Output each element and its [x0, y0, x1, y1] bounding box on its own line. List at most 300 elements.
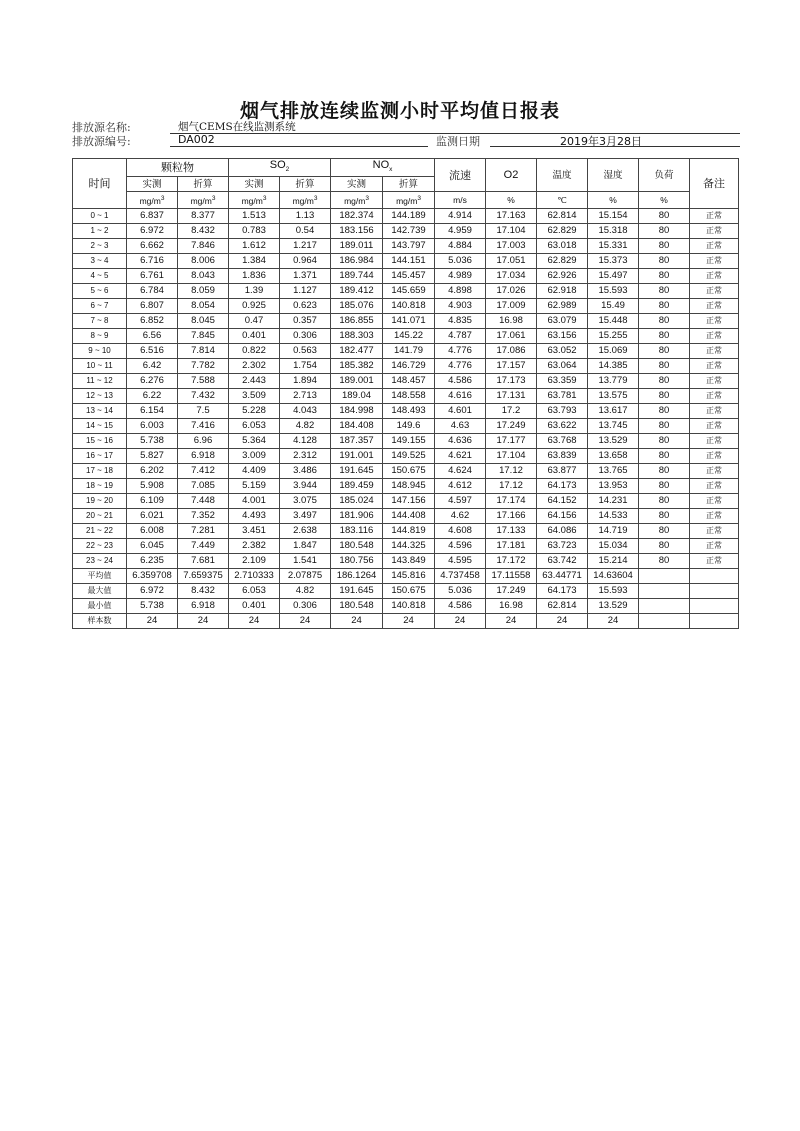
table-row: [73, 449, 739, 464]
cell-pm-c: 8.045: [178, 314, 229, 329]
cell-load: 80: [639, 269, 690, 284]
cell-so2-c: 2.312: [280, 449, 331, 464]
header-load: 负荷: [639, 159, 690, 192]
cell-pm-m: 6.852: [127, 314, 178, 329]
cell-so2-c: 0.964: [280, 254, 331, 269]
table-row: [73, 404, 739, 419]
cell-so2-c: 1.13: [280, 209, 331, 224]
cell-nox-c: 150.675: [383, 464, 435, 479]
cell-o2: 17.163: [486, 209, 537, 224]
cell-so2-m: 0.401: [229, 599, 280, 614]
cell-hum: 15.069: [588, 344, 639, 359]
cell-nox-m: 185.076: [331, 299, 383, 314]
cell-remark: 正常: [690, 299, 739, 314]
cell-remark: 正常: [690, 284, 739, 299]
cell-temp: 64.173: [537, 584, 588, 599]
row-label: 22 ~ 23: [73, 539, 127, 554]
cell-load: 80: [639, 494, 690, 509]
cell-pm-c: 8.059: [178, 284, 229, 299]
row-label: 9 ~ 10: [73, 344, 127, 359]
cell-flow: 4.914: [435, 209, 486, 224]
cell-temp: 64.152: [537, 494, 588, 509]
cell-hum: 15.448: [588, 314, 639, 329]
cell-pm-c: 7.449: [178, 539, 229, 554]
cell-flow: 4.737458: [435, 569, 486, 584]
table-row: [73, 209, 739, 224]
cell-temp: 63.839: [537, 449, 588, 464]
cell-nox-c: 149.155: [383, 434, 435, 449]
table-row: [73, 524, 739, 539]
cell-pm-c: 7.659375: [178, 569, 229, 584]
cell-so2-c: 1.127: [280, 284, 331, 299]
cell-flow: 4.62: [435, 509, 486, 524]
cell-so2-c: 3.944: [280, 479, 331, 494]
cell-o2: 17.131: [486, 389, 537, 404]
cell-remark: 正常: [690, 269, 739, 284]
cell-load: 80: [639, 374, 690, 389]
header-pm-measured: 实测: [127, 177, 178, 192]
cell-flow: 4.624: [435, 464, 486, 479]
cell-flow: 4.586: [435, 599, 486, 614]
header-o2: O2: [486, 159, 537, 192]
cell-temp: 63.44771: [537, 569, 588, 584]
cell-pm-c: 8.377: [178, 209, 229, 224]
cell-nox-m: 186.984: [331, 254, 383, 269]
cell-so2-c: 4.82: [280, 584, 331, 599]
summary-row: [73, 599, 739, 614]
cell-temp: 24: [537, 614, 588, 629]
cell-hum: 13.658: [588, 449, 639, 464]
row-label: 最小值: [73, 599, 127, 614]
cell-load: 80: [639, 314, 690, 329]
cell-so2-c: 0.623: [280, 299, 331, 314]
cell-temp: 64.156: [537, 509, 588, 524]
cell-hum: 15.255: [588, 329, 639, 344]
cell-pm-m: 6.235: [127, 554, 178, 569]
cell-temp: 63.064: [537, 359, 588, 374]
cell-pm-c: 7.846: [178, 239, 229, 254]
cell-nox-c: 148.493: [383, 404, 435, 419]
cell-nox-c: 141.071: [383, 314, 435, 329]
cell-temp: 63.742: [537, 554, 588, 569]
cell-flow: 5.036: [435, 584, 486, 599]
cell-flow: 4.835: [435, 314, 486, 329]
table-header: [73, 159, 739, 209]
cell-remark: 正常: [690, 239, 739, 254]
cell-so2-c: 0.306: [280, 599, 331, 614]
header-pm: 颗粒物: [127, 159, 229, 177]
cell-so2-c: 0.563: [280, 344, 331, 359]
cell-pm-m: 6.972: [127, 584, 178, 599]
cell-o2: 17.173: [486, 374, 537, 389]
cell-flow: 4.612: [435, 479, 486, 494]
cell-so2-c: 3.075: [280, 494, 331, 509]
row-label: 19 ~ 20: [73, 494, 127, 509]
cell-o2: 17.174: [486, 494, 537, 509]
cell-nox-c: 148.945: [383, 479, 435, 494]
cell-nox-m: 189.412: [331, 284, 383, 299]
cell-pm-m: 6.276: [127, 374, 178, 389]
date-value: 2019年3月28日: [560, 135, 642, 148]
cell-pm-m: 6.22: [127, 389, 178, 404]
cell-temp: 63.359: [537, 374, 588, 389]
cell-o2: 17.12: [486, 479, 537, 494]
cell-temp: 63.793: [537, 404, 588, 419]
cell-hum: 15.593: [588, 584, 639, 599]
cell-so2-c: 0.54: [280, 224, 331, 239]
cell-flow: 4.608: [435, 524, 486, 539]
cell-nox-c: 141.79: [383, 344, 435, 359]
cell-pm-m: 6.008: [127, 524, 178, 539]
cell-pm-m: 6.761: [127, 269, 178, 284]
cell-remark: 正常: [690, 254, 739, 269]
header-so2-converted: 折算: [280, 177, 331, 192]
cell-hum: 15.154: [588, 209, 639, 224]
cell-so2-m: 1.612: [229, 239, 280, 254]
date-label: 监测日期: [436, 135, 480, 148]
cell-hum: 14.719: [588, 524, 639, 539]
cell-temp: 64.086: [537, 524, 588, 539]
cell-load: [639, 584, 690, 599]
unit-so2-measured: $mg/m^3$: [229, 192, 280, 209]
cell-temp: 63.877: [537, 464, 588, 479]
unit-so2-converted: $mg/m^3$: [280, 192, 331, 209]
cell-flow: 4.636: [435, 434, 486, 449]
cell-hum: 13.953: [588, 479, 639, 494]
cell-so2-m: 3.451: [229, 524, 280, 539]
cell-nox-c: 142.739: [383, 224, 435, 239]
row-label: 5 ~ 6: [73, 284, 127, 299]
cell-pm-m: 6.516: [127, 344, 178, 359]
cell-flow: 4.621: [435, 449, 486, 464]
cell-pm-m: 6.662: [127, 239, 178, 254]
cell-temp: 63.079: [537, 314, 588, 329]
cell-nox-c: 140.818: [383, 299, 435, 314]
cell-o2: 17.172: [486, 554, 537, 569]
cell-pm-c: 8.432: [178, 584, 229, 599]
cell-remark: 正常: [690, 344, 739, 359]
row-label: 最大值: [73, 584, 127, 599]
cell-nox-m: 191.645: [331, 584, 383, 599]
cell-o2: 17.104: [486, 449, 537, 464]
cell-pm-c: 7.352: [178, 509, 229, 524]
cell-flow: 4.989: [435, 269, 486, 284]
table-row: [73, 284, 739, 299]
cell-so2-m: 2.302: [229, 359, 280, 374]
cell-nox-c: 149.6: [383, 419, 435, 434]
cell-o2: 17.177: [486, 434, 537, 449]
cell-flow: 4.63: [435, 419, 486, 434]
row-label: 样本数: [73, 614, 127, 629]
cell-o2: 24: [486, 614, 537, 629]
cell-so2-m: 4.493: [229, 509, 280, 524]
cell-so2-c: 2.713: [280, 389, 331, 404]
cell-so2-c: 1.541: [280, 554, 331, 569]
table-row: [73, 419, 739, 434]
cell-load: [639, 599, 690, 614]
table-row: [73, 344, 739, 359]
cell-so2-c: 2.638: [280, 524, 331, 539]
cell-load: 80: [639, 419, 690, 434]
cell-load: 80: [639, 254, 690, 269]
cell-remark: 正常: [690, 509, 739, 524]
cell-remark: 正常: [690, 209, 739, 224]
cell-temp: 63.052: [537, 344, 588, 359]
cell-remark: 正常: [690, 314, 739, 329]
row-label: 平均值: [73, 569, 127, 584]
cell-o2: 17.249: [486, 419, 537, 434]
cell-load: [639, 569, 690, 584]
cell-pm-m: 6.045: [127, 539, 178, 554]
cell-nox-m: 24: [331, 614, 383, 629]
cell-flow: 4.884: [435, 239, 486, 254]
cell-o2: 17.061: [486, 329, 537, 344]
cell-so2-c: 3.486: [280, 464, 331, 479]
cell-flow: 5.036: [435, 254, 486, 269]
cell-so2-m: 1.384: [229, 254, 280, 269]
cell-nox-m: 189.744: [331, 269, 383, 284]
cell-pm-m: 6.784: [127, 284, 178, 299]
cell-so2-m: 0.925: [229, 299, 280, 314]
cell-temp: 62.918: [537, 284, 588, 299]
cell-remark: [690, 614, 739, 629]
row-label: 18 ~ 19: [73, 479, 127, 494]
cell-pm-m: 6.807: [127, 299, 178, 314]
cell-hum: 15.214: [588, 554, 639, 569]
row-label: 8 ~ 9: [73, 329, 127, 344]
cell-remark: 正常: [690, 329, 739, 344]
cell-o2: 17.104: [486, 224, 537, 239]
cell-pm-m: 6.716: [127, 254, 178, 269]
cell-remark: 正常: [690, 449, 739, 464]
table-row: [73, 479, 739, 494]
cell-pm-c: 24: [178, 614, 229, 629]
cell-o2: 17.086: [486, 344, 537, 359]
summary-row: [73, 614, 739, 629]
cell-nox-m: 182.374: [331, 209, 383, 224]
hourly-report-table: [72, 158, 739, 629]
cell-load: 80: [639, 479, 690, 494]
cell-o2: 17.11558: [486, 569, 537, 584]
unit-temp: ℃: [537, 192, 588, 209]
cell-nox-m: 188.303: [331, 329, 383, 344]
cell-remark: [690, 599, 739, 614]
header-temp: 温度: [537, 159, 588, 192]
cell-temp: 63.622: [537, 419, 588, 434]
cell-nox-c: 146.729: [383, 359, 435, 374]
row-label: 16 ~ 17: [73, 449, 127, 464]
unit-flow: m/s: [435, 192, 486, 209]
header-so2-measured: 实测: [229, 177, 280, 192]
cell-so2-m: 1.836: [229, 269, 280, 284]
cell-o2: 17.12: [486, 464, 537, 479]
cell-remark: 正常: [690, 419, 739, 434]
cell-remark: 正常: [690, 224, 739, 239]
cell-remark: 正常: [690, 539, 739, 554]
cell-temp: 63.018: [537, 239, 588, 254]
cell-so2-m: 1.39: [229, 284, 280, 299]
source-code-label: 排放源编号:: [72, 135, 131, 148]
date-underline: [490, 146, 740, 147]
cell-hum: 15.497: [588, 269, 639, 284]
cell-o2: 17.026: [486, 284, 537, 299]
header-nox-measured: 实测: [331, 177, 383, 192]
cell-so2-m: 3.009: [229, 449, 280, 464]
source-code-value: DA002: [178, 133, 215, 146]
cell-temp: 63.156: [537, 329, 588, 344]
header-so2: $SO_2$: [229, 159, 331, 177]
cell-pm-m: 6.202: [127, 464, 178, 479]
cell-nox-c: 145.816: [383, 569, 435, 584]
cell-nox-m: 183.116: [331, 524, 383, 539]
cell-remark: [690, 584, 739, 599]
cell-nox-m: 180.548: [331, 539, 383, 554]
summary-row: [73, 569, 739, 584]
cell-o2: 17.166: [486, 509, 537, 524]
cell-load: 80: [639, 449, 690, 464]
cell-nox-c: 144.819: [383, 524, 435, 539]
cell-flow: 4.776: [435, 359, 486, 374]
table-row: [73, 329, 739, 344]
cell-flow: 4.616: [435, 389, 486, 404]
cell-flow: 4.586: [435, 374, 486, 389]
cell-nox-c: 144.408: [383, 509, 435, 524]
cell-so2-m: 6.053: [229, 584, 280, 599]
table-summary: [73, 569, 739, 629]
cell-pm-c: 8.043: [178, 269, 229, 284]
cell-so2-m: 2.382: [229, 539, 280, 554]
cell-so2-c: 1.894: [280, 374, 331, 389]
cell-temp: 63.781: [537, 389, 588, 404]
cell-nox-m: 189.459: [331, 479, 383, 494]
cell-load: 80: [639, 359, 690, 374]
table-row: [73, 509, 739, 524]
row-label: 1 ~ 2: [73, 224, 127, 239]
cell-flow: 4.776: [435, 344, 486, 359]
cell-nox-c: 140.818: [383, 599, 435, 614]
unit-humidity: %: [588, 192, 639, 209]
row-label: 23 ~ 24: [73, 554, 127, 569]
row-label: 20 ~ 21: [73, 509, 127, 524]
cell-so2-m: 0.401: [229, 329, 280, 344]
header-flow: 流速: [435, 159, 486, 192]
cell-nox-m: 191.645: [331, 464, 383, 479]
cell-pm-m: 6.154: [127, 404, 178, 419]
cell-o2: 17.133: [486, 524, 537, 539]
cell-pm-c: 7.412: [178, 464, 229, 479]
cell-flow: 4.595: [435, 554, 486, 569]
table-row: [73, 239, 739, 254]
row-label: 10 ~ 11: [73, 359, 127, 374]
cell-pm-c: 7.432: [178, 389, 229, 404]
cell-flow: 4.787: [435, 329, 486, 344]
cell-nox-c: 145.22: [383, 329, 435, 344]
cell-hum: 13.529: [588, 434, 639, 449]
cell-nox-c: 147.156: [383, 494, 435, 509]
unit-pm-measured: $mg/m^3$: [127, 192, 178, 209]
cell-hum: 13.529: [588, 599, 639, 614]
cell-pm-c: 8.006: [178, 254, 229, 269]
cell-pm-c: 6.918: [178, 449, 229, 464]
cell-load: 80: [639, 434, 690, 449]
cell-so2-m: 2.443: [229, 374, 280, 389]
row-label: 17 ~ 18: [73, 464, 127, 479]
summary-row: [73, 584, 739, 599]
header-nox: $NO_x$: [331, 159, 435, 177]
cell-pm-m: 6.837: [127, 209, 178, 224]
cell-flow: 24: [435, 614, 486, 629]
cell-pm-m: 6.359708: [127, 569, 178, 584]
cell-load: 80: [639, 554, 690, 569]
cell-so2-m: 2.710333: [229, 569, 280, 584]
cell-pm-m: 6.109: [127, 494, 178, 509]
row-label: 11 ~ 12: [73, 374, 127, 389]
cell-load: 80: [639, 329, 690, 344]
cell-nox-c: 145.457: [383, 269, 435, 284]
cell-remark: 正常: [690, 374, 739, 389]
cell-load: 80: [639, 509, 690, 524]
cell-temp: 62.829: [537, 224, 588, 239]
cell-so2-c: 3.497: [280, 509, 331, 524]
cell-nox-m: 186.855: [331, 314, 383, 329]
cell-hum: 15.318: [588, 224, 639, 239]
table-row: [73, 254, 739, 269]
table-body: [73, 209, 739, 569]
cell-so2-c: 1.217: [280, 239, 331, 254]
cell-hum: 15.331: [588, 239, 639, 254]
cell-remark: 正常: [690, 434, 739, 449]
cell-so2-c: 4.128: [280, 434, 331, 449]
cell-pm-c: 7.5: [178, 404, 229, 419]
cell-temp: 62.814: [537, 599, 588, 614]
cell-nox-c: 143.797: [383, 239, 435, 254]
cell-nox-c: 150.675: [383, 584, 435, 599]
table-row: [73, 389, 739, 404]
cell-so2-m: 0.783: [229, 224, 280, 239]
cell-o2: 17.181: [486, 539, 537, 554]
cell-o2: 16.98: [486, 599, 537, 614]
cell-flow: 4.959: [435, 224, 486, 239]
cell-temp: 62.989: [537, 299, 588, 314]
header-time: 时间: [73, 159, 127, 209]
cell-nox-c: 144.151: [383, 254, 435, 269]
cell-hum: 13.765: [588, 464, 639, 479]
cell-load: 80: [639, 299, 690, 314]
cell-hum: 15.373: [588, 254, 639, 269]
cell-load: 80: [639, 224, 690, 239]
cell-pm-c: 7.782: [178, 359, 229, 374]
cell-remark: 正常: [690, 524, 739, 539]
cell-nox-m: 184.408: [331, 419, 383, 434]
cell-load: [639, 614, 690, 629]
cell-nox-m: 189.001: [331, 374, 383, 389]
row-label: 15 ~ 16: [73, 434, 127, 449]
cell-remark: 正常: [690, 479, 739, 494]
cell-o2: 17.051: [486, 254, 537, 269]
cell-nox-m: 181.906: [331, 509, 383, 524]
cell-load: 80: [639, 404, 690, 419]
cell-nox-m: 185.024: [331, 494, 383, 509]
unit-nox-measured: $mg/m^3$: [331, 192, 383, 209]
report-title: 烟气排放连续监测小时平均值日报表: [239, 100, 560, 122]
cell-pm-m: 5.738: [127, 599, 178, 614]
cell-hum: 13.617: [588, 404, 639, 419]
cell-o2: 17.157: [486, 359, 537, 374]
table-row: [73, 464, 739, 479]
row-label: 12 ~ 13: [73, 389, 127, 404]
cell-nox-m: 185.382: [331, 359, 383, 374]
cell-pm-m: 6.972: [127, 224, 178, 239]
